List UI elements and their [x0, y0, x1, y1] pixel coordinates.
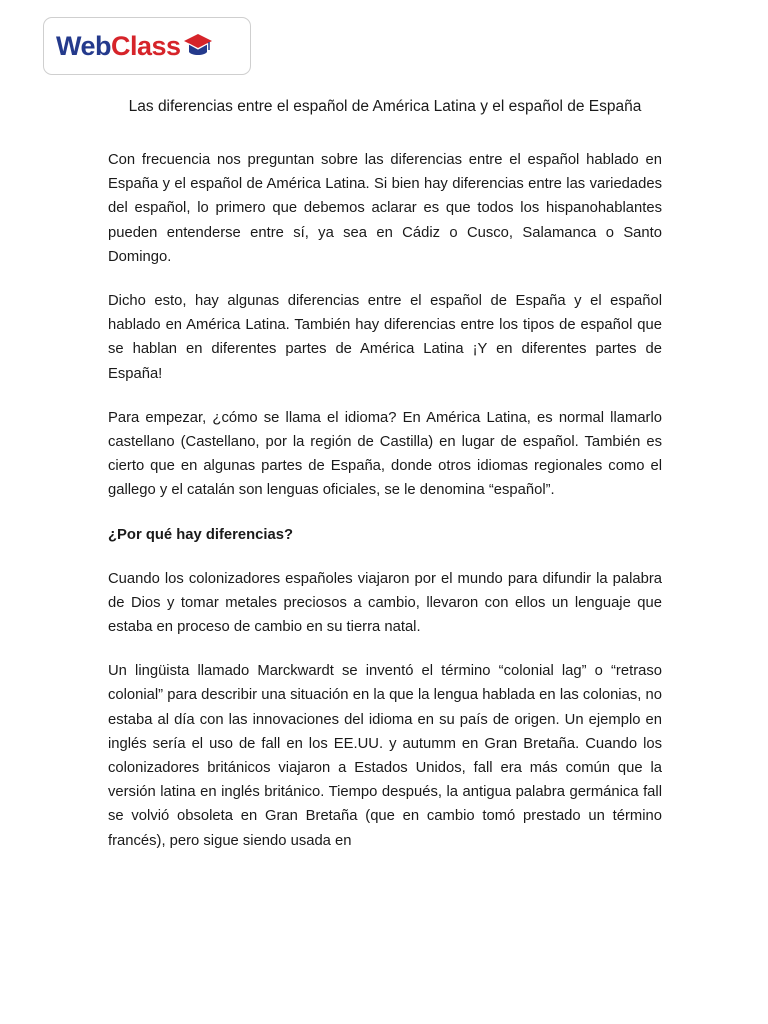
- logo-text-class: Class: [111, 30, 181, 61]
- webclass-logo[interactable]: [43, 17, 251, 75]
- paragraph-intro-2: Dicho esto, hay algunas diferencias entre el español de España y el español hablado en América Latina. También hay diferencias entre los tipos de español que se hablan en diferentes partes de América Latina ¡Y en diferentes partes de España!: [108, 293, 662, 382]
- graduation-cap-icon: [183, 31, 213, 61]
- paragraph-intro-1: Con frecuencia nos preguntan sobre las diferencias entre el español hablado en España y el español de América Latina. Si bien hay diferencias entre las variedades del español, lo primero que debemos aclarar es que todos los hispanohablantes pueden entenderse entre sí, ya sea en Cádiz o Cusco, Salamanca o Santo Domingo.: [108, 152, 662, 265]
- section-heading: ¿Por qué hay diferencias?: [108, 526, 294, 543]
- logo-text-web: Web: [56, 30, 112, 61]
- paragraph-body-1: Cuando los colonizadores españoles viajaron por el mundo para difundir la palabra de Dios y tomar metales preciosos a cambio, llevaron con ellos un lenguaje que estaba en proceso de cambio en su tierra natal.: [108, 570, 662, 636]
- paragraph-body-2: Un lingüista llamado Marckwardt se inventó el término “colonial lag” o “retraso colonial” para describir una situación en la que la lengua hablada en las colonias, no estaba al día con las innovaciones del idioma en su país de origen. Un ejemplo en inglés sería el uso de fall en los EE.UU. y autumm en Gran Bretaña. Cuando los colonizadores británicos viajaron a Estados Unidos, fall era más común que la versión latina en inglés británico. Tiempo después, la antigua palabra germánica fall se volvió obsoleta en Gran Bretaña (que en cambio tomó prestado un término francés), pero sigue siendo usada en: [108, 663, 662, 849]
- paragraph-intro-3: Para empezar, ¿cómo se llama el idioma? En América Latina, es normal llamarlo castellano (Castellano, por la región de Castilla) en lugar de español. También es cierto que en algunas partes de España, donde otros idiomas regionales como el gallego y el catalán son lenguas oficiales, se le denomina “español”.: [108, 409, 662, 499]
- document-title: Las diferencias entre el español de América Latina y el español de España: [128, 98, 642, 115]
- logo-wordmark: [56, 27, 213, 65]
- document-body: [108, 94, 662, 873]
